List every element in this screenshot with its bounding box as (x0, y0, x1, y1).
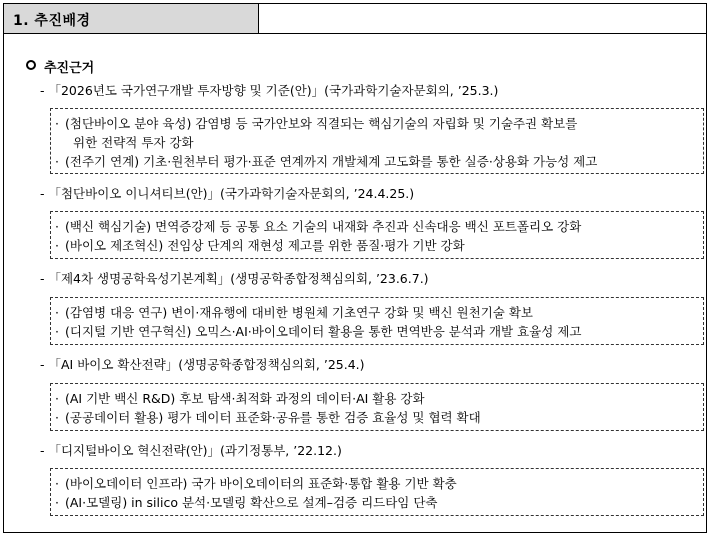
detail-box (50, 297, 704, 345)
detail-item: · (감염병 대응 연구) 변이·재유행에 대비한 병원체 기초연구 강화 및 백신 원천기술 확보 (55, 305, 533, 320)
detail-item: · (첨단바이오 분야 육성) 감염병 등 국가안보와 직결되는 핵심기술의 자립화 및 기술주권 확보를 (55, 116, 578, 131)
detail-item: · (바이오 제조혁신) 전임상 단계의 재현성 제고를 위한 품질·평가 기반 강화 (55, 238, 465, 253)
detail-box (50, 108, 704, 174)
detail-box (50, 211, 704, 259)
source-line: - 「제4차 생명공학육성기본계획」(생명공학종합정책심의회, ’23.6.7.) (40, 271, 429, 286)
detail-item: · (바이오데이터 인프라) 국가 바이오데이터의 표준화·통합 활용 기반 확충 (55, 476, 457, 491)
detail-item: · (디지털 기반 연구혁신) 오믹스·AI·바이오데이터 활용을 통한 면역반응 분석과 개발 효율성 제고 (55, 324, 582, 339)
circle-bullet-icon (26, 60, 36, 70)
detail-item-continuation: 위한 전략적 투자 강화 (73, 135, 194, 150)
source-line: - 「AI 바이오 확산전략」(생명공학종합정책심의회, ’25.4.) (40, 357, 365, 372)
page-title: 1. 추진배경 (13, 13, 91, 29)
detail-item: · (AI 기반 백신 R&D) 후보 탐색·최적화 과정의 데이터·AI 활용 강화 (55, 391, 425, 406)
title-empty-cell (259, 4, 706, 34)
source-line: - 「디지털바이오 혁신전략(안)」(과기정통부, ’22.12.) (40, 443, 342, 458)
title-cell (4, 4, 259, 34)
detail-item: · (전주기 연계) 기초·원천부터 평가·표준 연계까지 개발체계 고도화를 통한 실증·상용화 가능성 제고 (55, 154, 598, 169)
title-row (4, 4, 706, 34)
document-page (3, 3, 707, 533)
source-line: - 「첨단바이오 이니셔티브(안)」(국가과학기술자문회의, ’24.4.25.) (40, 186, 415, 201)
detail-item: · (백신 핵심기술) 면역증강제 등 공통 요소 기술의 내재화 추진과 신속대응 백신 포트폴리오 강화 (55, 219, 582, 234)
detail-item: · (공공데이터 활용) 평가 데이터 표준화·공유를 통한 검증 효율성 및 협력 확대 (55, 410, 481, 425)
source-line: - 「2026년도 국가연구개발 투자방향 및 기준(안)」(국가과학기술자문회의, ’25.3.) (40, 83, 499, 98)
detail-box (50, 468, 704, 516)
detail-item: · (AI·모델링) in silico 분석·모델링 확산으로 설계–검증 리드타임 단축 (55, 495, 438, 510)
detail-box (50, 383, 704, 431)
section-label: 추진근거 (44, 61, 95, 76)
